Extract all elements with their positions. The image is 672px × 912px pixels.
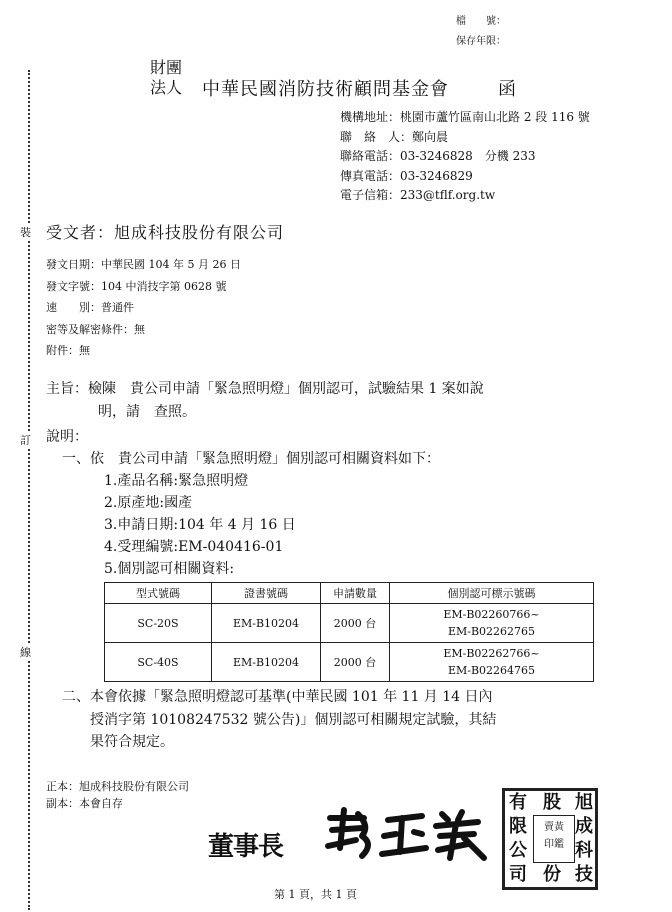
contact-block (340, 108, 590, 206)
binding-mark-xian: 線 (20, 646, 31, 659)
seal-char: 份 (543, 864, 561, 885)
seal-char: 成 (575, 816, 593, 837)
delivery-speed: 速 別：普通件 (46, 301, 134, 314)
explanation-label: 說明： (46, 429, 88, 445)
document-meta (46, 254, 241, 362)
subject (46, 378, 484, 424)
table-row (105, 604, 594, 643)
org-address: 機構地址：桃園市蘆竹區南山北路 2 段 116 號 (340, 110, 590, 124)
seal-char: 公 (509, 840, 527, 861)
cell-certificate: EM-B10204 (212, 604, 321, 643)
table-header-row (105, 583, 594, 604)
binding-dotted-line (28, 70, 30, 910)
seal-inner-char: 黃 (554, 822, 564, 833)
item2 (62, 686, 496, 754)
page-number: 第 1 頁，共 1 頁 (274, 888, 357, 901)
item1-heading: 一、依 貴公司申請「緊急照明燈」個別認可相關資料如下： (62, 451, 440, 467)
seal-inner-box (533, 815, 575, 863)
org-type-line1: 財團 (150, 58, 183, 77)
mark-end: EM-B02262765 (447, 625, 536, 638)
contact-fax: 傳真電話：03-3246829 (340, 168, 473, 183)
cell-quantity: 2000 台 (321, 604, 390, 643)
subject-line1: 主旨：檢陳 貴公司申請「緊急照明燈」個別認可，試驗結果 1 案如說 (46, 381, 484, 397)
cell-mark-number (390, 643, 594, 682)
org-type-line2: 法人 (150, 78, 183, 97)
retention-period-label: 保存年限： (456, 36, 506, 47)
cell-certificate: EM-B10204 (212, 643, 321, 682)
chairman-signature (318, 806, 488, 862)
copies (46, 778, 189, 812)
binding-mark-zhuang: 裝 (20, 226, 31, 239)
subject-line2: 明，請 查照。 (98, 404, 196, 420)
acceptance-number: 4.受理編號:EM-040416-01 (104, 539, 284, 555)
item2-line3: 果符合規定。 (90, 734, 174, 750)
header-mark-number: 個別認可標示號碼 (390, 583, 594, 604)
mark-start: EM-B02262766~ (443, 647, 540, 660)
cell-model: SC-40S (105, 643, 212, 682)
copy-recipient: 副本：本會自存 (46, 797, 123, 810)
header-certificate: 證書號碼 (212, 583, 321, 604)
company-seal (502, 788, 598, 890)
seal-char: 股 (543, 792, 561, 813)
signature-name-text: 郭正義 (318, 861, 321, 862)
cell-model: SC-20S (105, 604, 212, 643)
origin: 2.原產地:國產 (104, 495, 193, 511)
binding-mark-ding: 訂 (20, 434, 31, 447)
file-number-label: 檔 號： (456, 16, 506, 27)
secrecy-condition: 密等及解密條件：無 (46, 322, 145, 336)
attachment: 附件：無 (46, 344, 90, 357)
header-quantity: 申請數量 (321, 583, 390, 604)
seal-char: 有 (509, 792, 527, 813)
cell-quantity: 2000 台 (321, 643, 390, 682)
table-row (105, 643, 594, 682)
seal-char: 司 (509, 864, 527, 885)
seal-inner-char: 印 (544, 839, 554, 850)
seal-char: 技 (575, 864, 593, 885)
seal-char: 科 (575, 840, 593, 861)
item2-line1: 二、本會依據「緊急照明燈認可基準(中華民國 101 年 11 月 14 日內 (62, 689, 493, 705)
contact-phone: 聯絡電話：03-3246828 分機 233 (340, 149, 536, 163)
contact-email: 電子信箱：233@tflf.org.tw (340, 188, 496, 202)
seal-char: 限 (509, 816, 527, 837)
seal-inner-char: 賣 (544, 822, 554, 833)
item1-list (104, 470, 296, 580)
org-name: 中華民國消防技術顧問基金會 (202, 79, 449, 100)
cell-mark-number (390, 604, 594, 643)
original-recipient: 正本：旭成科技股份有限公司 (46, 780, 189, 793)
permit-data-label: 5.個別認可相關資料: (104, 561, 235, 577)
permit-table (104, 582, 594, 682)
org-type (150, 58, 182, 98)
recipient: 受文者：旭成科技股份有限公司 (46, 223, 285, 242)
product-name: 1.產品名稱:緊急照明燈 (104, 473, 249, 489)
seal-char: 旭 (575, 792, 593, 813)
mark-start: EM-B02260766~ (443, 608, 540, 621)
document-number: 發文字號：104 中消技字第 0628 號 (46, 279, 227, 293)
contact-person: 聯 絡 人：鄭向晨 (340, 129, 449, 144)
mark-end: EM-B02264765 (447, 664, 536, 677)
seal-inner-char: 鑑 (554, 839, 564, 850)
header-model: 型式號碼 (105, 583, 212, 604)
chairman-title: 董事長 (208, 832, 284, 862)
item2-line2: 授消字第 10108247532 號公告)」個別認可相關規定試驗，其結 (90, 711, 497, 728)
issue-date: 發文日期：中華民國 104 年 5 月 26 日 (46, 258, 241, 271)
application-date: 3.申請日期:104 年 4 月 16 日 (104, 517, 296, 533)
document-type: 函 (498, 79, 516, 100)
